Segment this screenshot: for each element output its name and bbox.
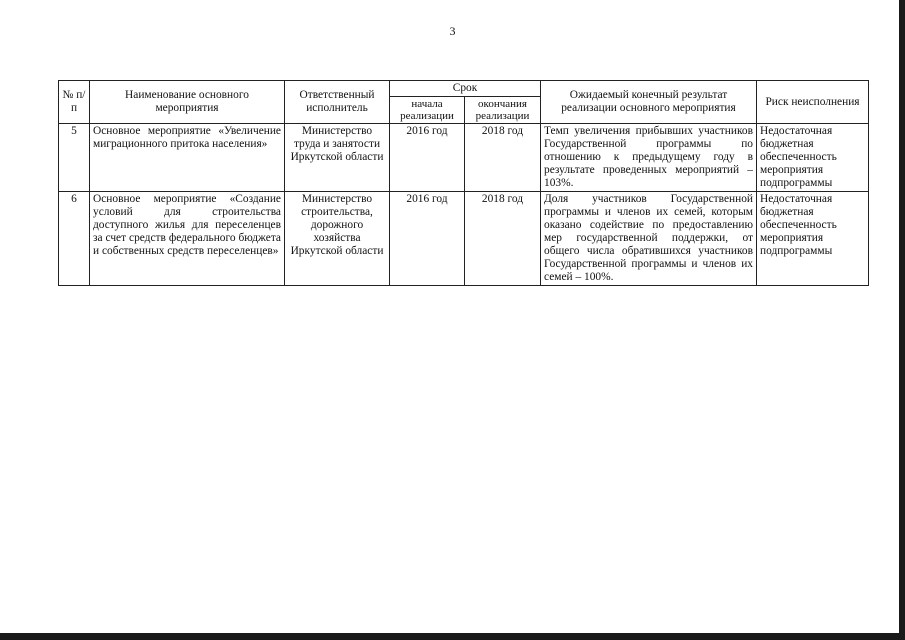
header-term-end: окончания реализации (465, 97, 541, 124)
header-executor: Ответственный исполнитель (285, 81, 390, 124)
cell-risk: Недостаточная бюджетная обеспеченность мероприятия подпрограммы (757, 192, 869, 286)
cell-executor: Министерство строительства, дорожного хозяйства Иркутской области (285, 192, 390, 286)
cell-num: 6 (59, 192, 90, 286)
cell-end: 2018 год (465, 124, 541, 192)
header-result: Ожидаемый конечный результат реализации основного мероприятия (541, 81, 757, 124)
header-name: Наименование основного мероприятия (90, 81, 285, 124)
cell-name: Основное мероприятие «Создание условий для строительства доступного жилья для переселенцев за счет средств федерального бюджета и собственных средств переселенцев» (90, 192, 285, 286)
cell-start: 2016 год (390, 124, 465, 192)
header-num: № п/п (59, 81, 90, 124)
scan-edge-right (899, 0, 905, 640)
header-term: Срок (390, 81, 541, 97)
cell-executor: Министерство труда и занятости Иркутской области (285, 124, 390, 192)
page-number: 3 (449, 24, 456, 38)
cell-num: 5 (59, 124, 90, 192)
cell-result: Доля участников Государственной программы и членов их семей, которым оказано содействие по предоставлению мер государственной поддержки, от общего числа обратившихся участников Государственной программы и членов их семей – 100%. (541, 192, 757, 286)
header-row-1 (59, 81, 869, 97)
table-row (59, 124, 869, 192)
activities-table (58, 80, 869, 286)
scan-edge-bottom (0, 633, 905, 640)
header-term-start: начала реализации (390, 97, 465, 124)
table-row (59, 192, 869, 286)
cell-risk: Недостаточная бюджетная обеспеченность мероприятия подпрограммы (757, 124, 869, 192)
cell-start: 2016 год (390, 192, 465, 286)
cell-result: Темп увеличения прибывших участников Государственной программы по отношению к предыдущему году в результате проведенных мероприятий – 103%. (541, 124, 757, 192)
cell-name: Основное мероприятие «Увеличение миграционного притока населения» (90, 124, 285, 192)
cell-end: 2018 год (465, 192, 541, 286)
header-risk: Риск неисполнения (757, 81, 869, 124)
